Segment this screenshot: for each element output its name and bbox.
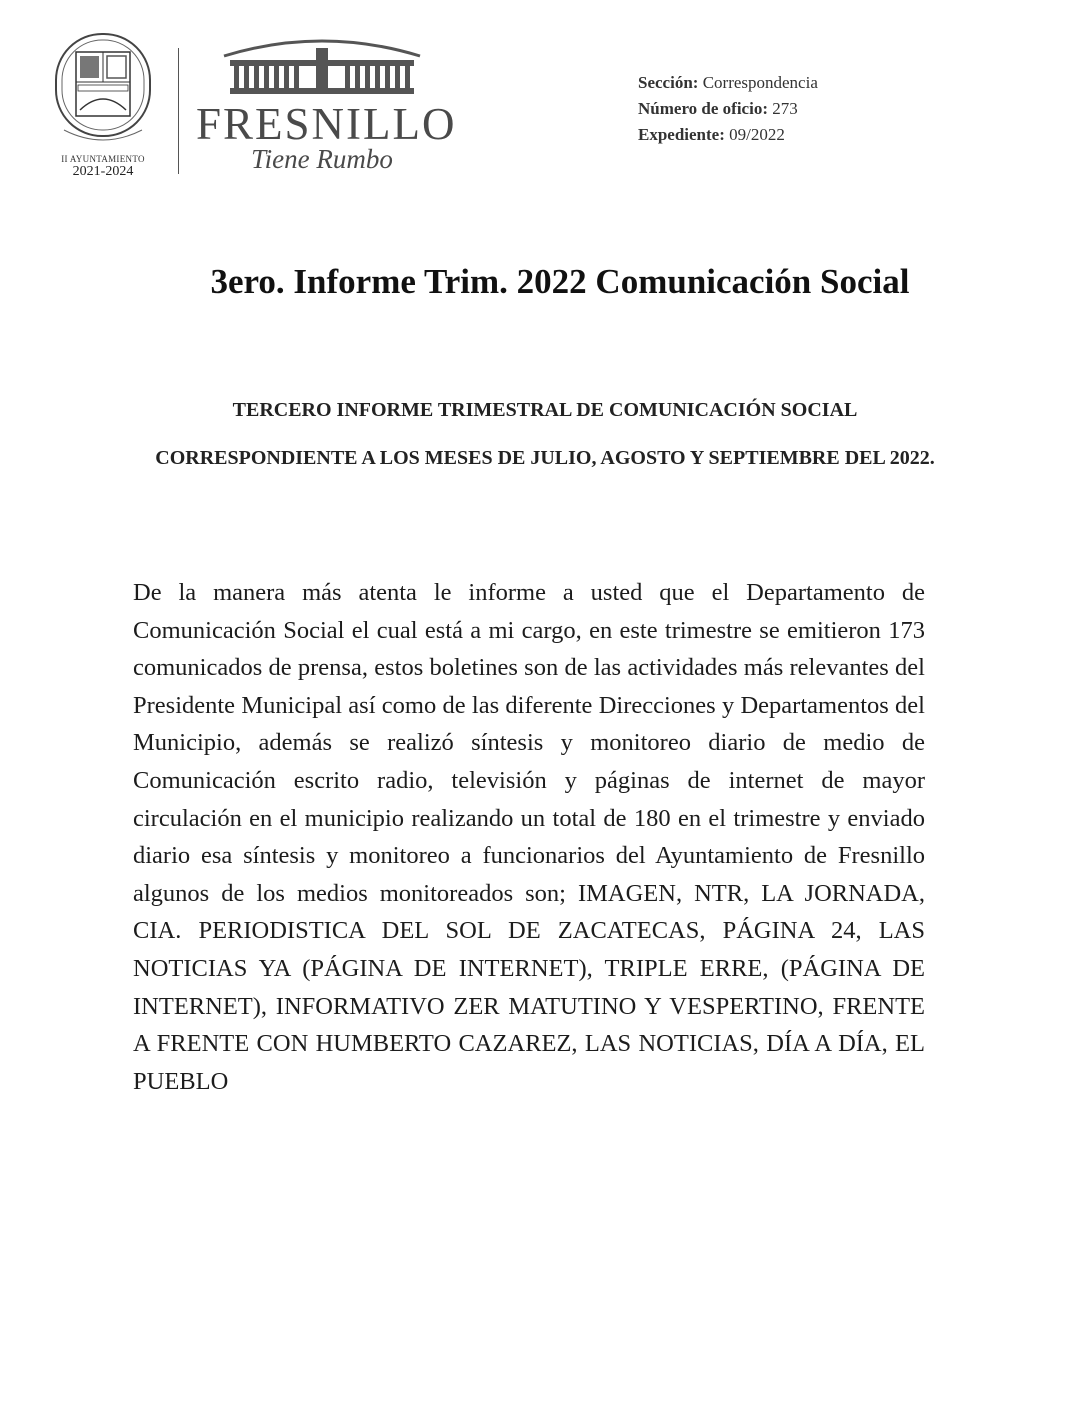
municipal-seal bbox=[42, 30, 164, 182]
fresnillo-logo bbox=[196, 30, 457, 190]
meta-oficio-label: Número de oficio: bbox=[638, 99, 768, 118]
meta-expediente-value: 09/2022 bbox=[729, 125, 785, 144]
meta-expediente-label: Expediente: bbox=[638, 125, 725, 144]
meta-seccion bbox=[638, 70, 1038, 96]
meta-expediente bbox=[638, 122, 1038, 148]
seal-caption-period: 2021-2024 bbox=[72, 164, 134, 179]
coat-of-arms-icon bbox=[42, 30, 164, 152]
monument-arch-icon bbox=[196, 30, 448, 100]
brand-name: FRESNILLO bbox=[196, 99, 457, 149]
document-title: 3ero. Informe Trim. 2022 Comunicación Social bbox=[210, 262, 910, 301]
report-body-paragraph: De la manera más atenta le informe a usted que el Departamento de Comunicación Social el cual está a mi cargo, en este trimestre se emitieron 173 comunicados de prensa, estos boletines son de las actividades más relevantes del Presidente Municipal así como de las diferente Direcciones y Departamentos del Municipio, además se realizó síntesis y monitoreo diario de medio de Comunicación escrito radio, televisión y páginas de internet de mayor circulación en el municipio realizando un total de 180 en el trimestre y enviado diario esa síntesis y monitoreo a funcionarios del Ayuntamiento de Fresnillo algunos de los medios monitoreados son; IMAGEN, NTR, LA JORNADA, CIA. PERIODISTICA DEL SOL DE ZACATECAS, PÁGINA 24, LAS NOTICIAS YA (PÁGINA DE INTERNET), TRIPLE ERRE, (PÁGINA DE INTERNET), INFORMATIVO ZER MATUTINO Y VESPERTINO, FRENTE A FRENTE CON HUMBERTO CAZAREZ, LAS NOTICIAS, DÍA A DÍA, EL PUEBLO bbox=[133, 579, 925, 1095]
logo-divider bbox=[178, 48, 179, 174]
report-subtitle-line2: CORRESPONDIENTE A LOS MESES DE JULIO, AGOSTO Y SEPTIEMBRE DEL 2022. bbox=[155, 447, 935, 469]
meta-oficio-value: 273 bbox=[772, 99, 798, 118]
seal-caption-ayuntamiento: II AYUNTAMIENTO bbox=[61, 154, 145, 164]
brand-tagline: Tiene Rumbo bbox=[251, 144, 393, 174]
meta-seccion-label: Sección: bbox=[638, 73, 699, 92]
document-metadata bbox=[638, 70, 1038, 148]
meta-seccion-value: Correspondencia bbox=[702, 73, 818, 92]
report-subtitle-line1: TERCERO INFORME TRIMESTRAL DE COMUNICACIÓN SOCIAL bbox=[232, 399, 858, 421]
meta-oficio bbox=[638, 96, 1038, 122]
